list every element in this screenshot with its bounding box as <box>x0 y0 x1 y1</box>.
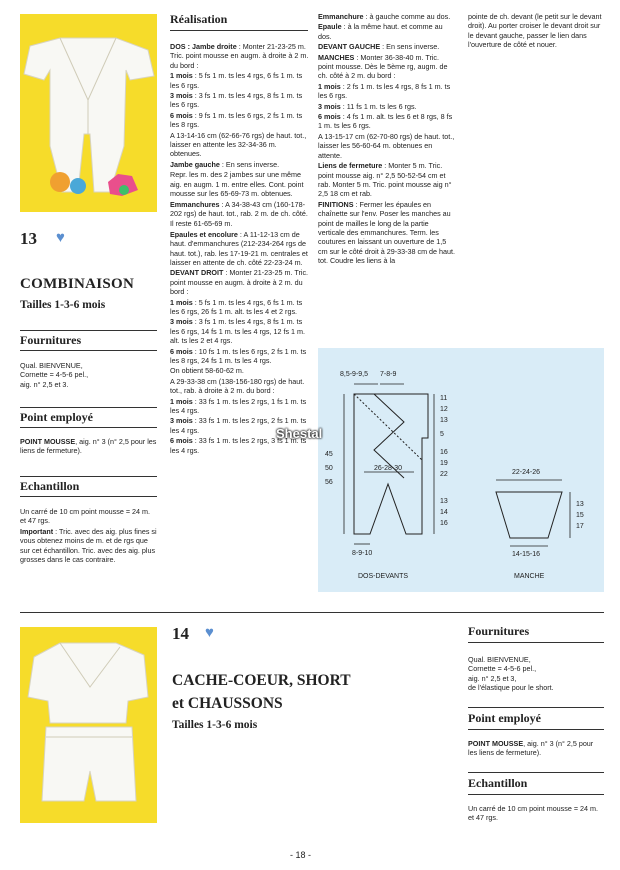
instruction-line: Repr. les m. des 2 jambes sur une même aig. en augm. 1 m. entre elles. Cont. point mousse sur les 65-69-73 m. obtenues. <box>170 170 304 199</box>
dimension-label: 16 <box>440 520 448 527</box>
diagram-caption-body: DOS-DEVANTS <box>358 573 409 580</box>
instruction-line: DEVANT DROIT : Monter 21-23-25 m. Tric. point mousse en augm. à droite à 2 m. du bord : <box>170 268 309 297</box>
echantillon-text: Un carré de 10 cm point mousse = 24 m. et 47 rgs. <box>468 804 599 823</box>
dimension-label: 13 <box>576 501 584 508</box>
dimension-label: 8,5-9-9,5 <box>340 371 369 378</box>
diagram-caption-sleeve: MANCHE <box>514 573 545 580</box>
echantillon-text <box>20 507 157 565</box>
section-heading-fournitures: Fournitures <box>20 333 82 347</box>
fournitures-line: aig. n° 2,5 et 3, <box>468 673 517 683</box>
divider <box>20 407 157 408</box>
point-label: POINT MOUSSE <box>468 739 524 748</box>
instruction-line: Emmanchure : à gauche comme au dos. <box>318 12 451 21</box>
section-heading-echantillon: Echantillon <box>468 776 528 790</box>
divider <box>20 350 157 351</box>
pattern-title-combinaison: COMBINAISON <box>20 276 135 292</box>
divider <box>468 794 604 795</box>
dimension-label: 13 <box>440 417 448 424</box>
dimension-label: 17 <box>576 523 584 530</box>
fournitures-list <box>20 361 157 389</box>
pattern-title-line2: et CHAUSSONS <box>172 695 283 712</box>
divider <box>468 729 604 730</box>
dimension-label: 50 <box>325 465 333 472</box>
instruction-line: 6 mois : 10 fs 1 m. ts les 6 rgs, 2 fs 1 m. ts les 8 rgs, 24 fs 1 m. ts les 4 rgs. <box>170 346 307 365</box>
echantillon-line: Un carré de 10 cm point mousse = 24 m. et 47 rgs. <box>20 507 151 526</box>
point-text <box>468 739 604 758</box>
important-label: Important <box>20 526 54 536</box>
section-heading-echantillon: Echantillon <box>20 479 80 493</box>
dimension-label: 8-9-10 <box>352 550 373 557</box>
instruction-line: A 29-33-38 cm (138-156-180 rgs) de haut. tot., rab. à droite à 2 m. du bord : <box>170 376 305 396</box>
instruction-line: 1 mois : 33 fs 1 m. ts les 2 rgs, 1 fs 1 m. ts les 4 rgs. <box>170 396 307 416</box>
pattern-title-line1: CACHE-COEUR, SHORT <box>172 672 351 689</box>
pattern-number-14: 14 <box>172 624 189 643</box>
instructions-column-2 <box>170 42 310 456</box>
instruction-line: 3 mois : 3 fs 1 m. ts les 4 rgs, 8 fs 1 m. ts les 6 rgs. <box>170 91 303 110</box>
photo-cache-coeur <box>20 627 157 823</box>
instruction-line: Epaule : à la même haut. et comme au dos. <box>318 22 443 41</box>
dimension-label: 13 <box>440 498 448 505</box>
instruction-line: DOS : Jambe droite : Monter 21-23-25 m. Tric. point mousse en augm. à droite à 2 m. du bord : <box>170 42 309 70</box>
dimension-label: 16 <box>440 449 448 456</box>
dimension-label: 5 <box>440 431 444 438</box>
heart-icon: ♥ <box>205 624 214 641</box>
instructions-column-3 <box>318 12 456 267</box>
instructions-column-4: pointe de ch. devant (le petit sur le devant droit). Au porter croiser le devant droit sur le devant gauche, passer le lien dans l'ouverture de côté et nouer. <box>468 12 602 50</box>
section-heading-point: Point employé <box>468 711 541 725</box>
instruction-line: 3 mois : 3 fs 1 m. ts les 4 rgs, 8 fs 1 m. ts les 6 rgs, 14 fs 1 m. ts les 4 rgs, 12 fs 1 m. alt. ts les 2 et 4 rgs. <box>170 317 306 346</box>
instruction-line: Il reste 61-65-69 m. <box>170 219 233 229</box>
dimension-label: 14-15-16 <box>512 551 541 558</box>
dimension-label: 14 <box>440 509 448 516</box>
divider <box>20 427 157 428</box>
dimension-label: 45 <box>325 451 333 458</box>
instruction-line: A 13-14-16 cm (62-66-76 rgs) de haut. tot., laisser en attente les 32-34-36 m. obtenues. <box>170 130 307 159</box>
fournitures-line: Qual. BIENVENUE, <box>468 655 531 664</box>
dimension-label: 22 <box>440 471 448 478</box>
fournitures-line: Cornette = 4-5-6 pel., <box>468 664 537 674</box>
dimension-label: 12 <box>440 406 448 413</box>
divider <box>170 30 308 31</box>
instruction-line: 3 mois : 11 fs 1 m. ts les 6 rgs. <box>318 101 417 111</box>
fournitures-list <box>468 655 604 693</box>
pattern-sizes: Tailles 1-3-6 mois <box>20 299 106 311</box>
watermark: Shestal <box>276 426 323 441</box>
divider <box>20 476 157 477</box>
point-label: POINT MOUSSE <box>20 437 76 446</box>
fournitures-line: de l'élastique pour le short. <box>468 683 554 693</box>
page-number: - 18 - <box>290 850 312 860</box>
section-heading-fournitures: Fournitures <box>468 624 530 638</box>
instruction-line: FINITIONS : Fermer les épaules en chaînette sur l'env. Poser les manches au point de mailles le long de la partie verticale des emmanchures. Term. les coutures en laissant un ouverture de 1,5 cm sur le côté droit à 29-33-38 cm de haut. tot. Coudre les liens à la <box>318 199 456 266</box>
instruction-line: Liens de fermeture : Monter 5 m. Tric. point mousse aig. n° 2,5 50-52-54 cm et rab. Monter 5 m. Tric. point mousse aig n° 2,5 18 cm et rab. <box>318 161 452 199</box>
photo-combinaison <box>20 14 157 212</box>
divider <box>468 642 604 643</box>
instruction-line: MANCHES : Monter 36-38-40 m. Tric. point mousse. Dès le 5ème rg, augm. de ch. côté à 2 m. du bord : <box>318 52 448 81</box>
fournitures-line: Qual. BIENVENUE, <box>20 361 83 370</box>
instruction-line: 1 mois : 5 fs 1 m. ts les 4 rgs, 6 fs 1 m. ts les 6 rgs. <box>170 71 303 90</box>
instruction-line: Jambe gauche : En sens inverse. <box>170 159 280 169</box>
important-note <box>20 527 157 565</box>
dimension-label: 26-28-30 <box>374 465 403 472</box>
divider <box>20 496 157 497</box>
section-heading-realisation: Réalisation <box>170 12 228 26</box>
instruction-line: 1 mois : 5 fs 1 m. ts les 4 rgs, 6 fs 1 m. ts les 6 rgs, 26 fs 1 m. alt. ts les 4 et 2 rgs. <box>170 297 303 316</box>
pattern-number-13: 13 <box>20 229 37 248</box>
dimension-label: 15 <box>576 512 584 519</box>
important-desc: : Tric. avec des aig. plus fines si vous obtenez moins de m. et de rgs que sur cet échantillon. Tric. avec des aig. plus grosses dans le cas contraire. <box>20 526 157 565</box>
instruction-line: 6 mois : 33 fs 1 m. ts les 2 rgs, 3 fs 1 m. ts les 4 rgs. <box>170 436 307 455</box>
dimension-label: 56 <box>325 479 333 486</box>
heart-icon: ♥ <box>56 229 65 246</box>
point-desc: , aig. n° 3 (n° 2,5 pour les liens de fermeture). <box>20 437 157 456</box>
instruction-line: 6 mois : 4 fs 1 m. alt. ts les 6 et 8 rgs, 8 fs 1 m. ts les 6 rgs. <box>318 112 453 131</box>
fournitures-line: Cornette = 4-5-6 pel., <box>20 370 89 380</box>
divider <box>20 330 157 331</box>
dimension-label: 11 <box>440 395 448 402</box>
instruction-line: On obtient 58-60-62 m. <box>170 366 244 376</box>
instruction-line: A 13-15-17 cm (62-70-80 rgs) de haut. tot., laisser les 56-60-64 m. obtenues en attente. <box>318 131 455 160</box>
instruction-line: Emmanchures : A 34-38-43 cm (160-178-202 rgs) de haut. tot., rab. 2 m. de ch. côté. <box>170 199 308 218</box>
fournitures-line: aig. n° 2,5 et 3. <box>20 379 69 389</box>
instruction-line: 3 mois : 33 fs 1 m. ts les 2 rgs, 2 fs 1 m. ts les 4 rgs. <box>170 416 307 435</box>
divider <box>20 612 604 613</box>
instruction-line: Epaules et encolure : A 11-12-13 cm de haut. d'emmanchures (212-234-264 rgs de haut. tot.), rab. les 17-19-21 m. centrales et laisser en attente de ch. côté 22-23-24 m. <box>170 229 308 267</box>
point-desc: , aig. n° 3 (n° 2,5 pour les liens de fermeture). <box>468 739 594 758</box>
divider <box>468 707 604 708</box>
instruction-line: DEVANT GAUCHE : En sens inverse. <box>318 42 440 52</box>
pattern-sizes: Tailles 1-3-6 mois <box>172 719 258 731</box>
dimension-label: 22-24-26 <box>512 469 541 476</box>
dimension-label: 7-8-9 <box>380 371 397 378</box>
divider <box>468 772 604 773</box>
schema-diagram <box>318 348 604 592</box>
instruction-line: 6 mois : 9 fs 1 m. ts les 6 rgs, 2 fs 1 m. ts les 8 rgs. <box>170 110 303 130</box>
dimension-label: 19 <box>440 460 448 467</box>
point-text <box>20 437 157 456</box>
instruction-line: 1 mois : 2 fs 1 m. ts les 4 rgs, 8 fs 1 m. ts les 6 rgs. <box>318 81 451 101</box>
section-heading-point: Point employé <box>20 410 93 424</box>
